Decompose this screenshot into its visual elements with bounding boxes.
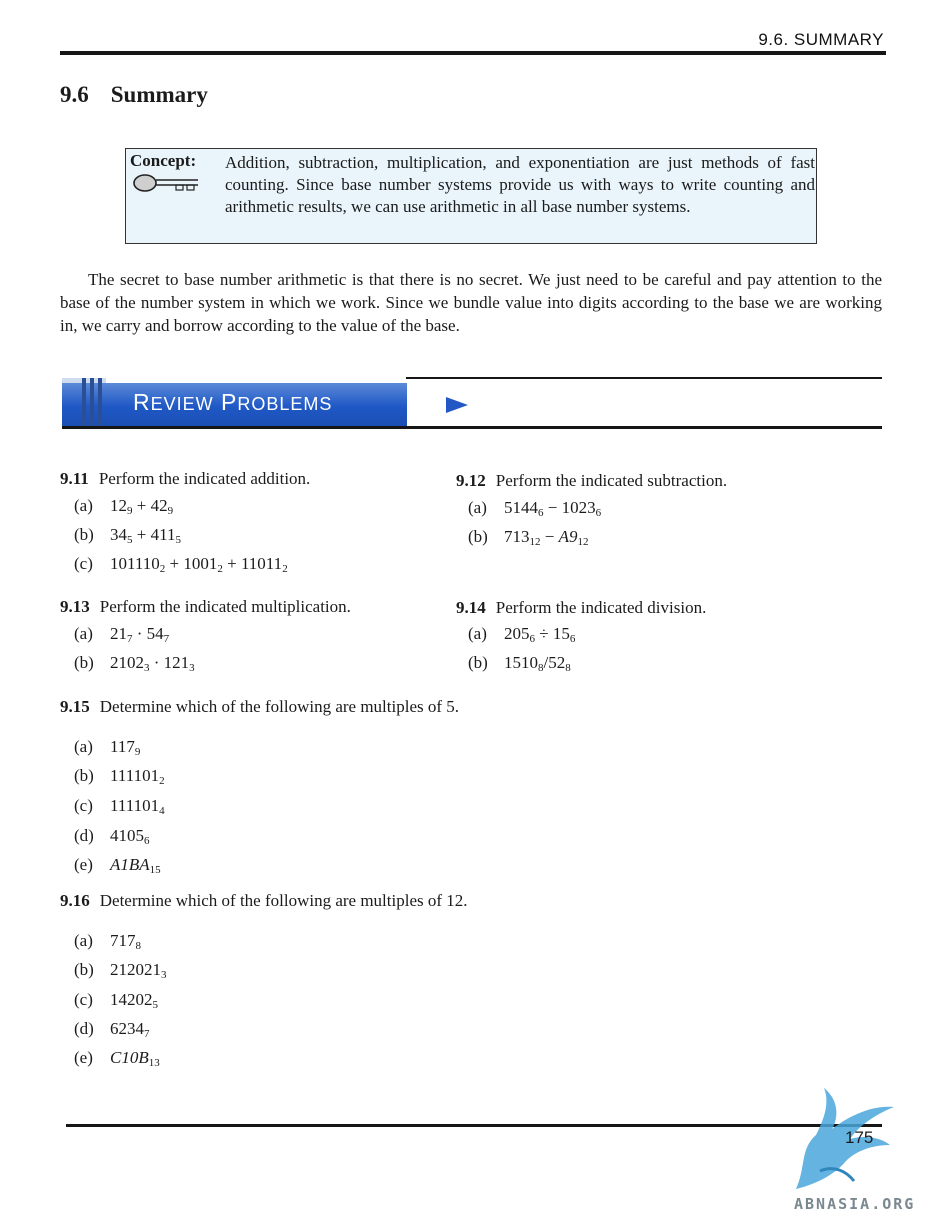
concept-text: Addition, subtraction, multiplication, and exponentiation are just methods of fast counting. Since base number systems provide us with ways to write counting and arithmetic results, we can use arithmetic in all base number systems. — [225, 153, 815, 216]
problem-9-12-part-b: (b) $713_{12} - A9_{12}$ — [468, 527, 589, 548]
problem-9-16-part-e: (e) $C10B_{13}$ — [74, 1048, 160, 1069]
problem-9-15-part-a: (a) $117_9$ — [74, 737, 141, 758]
problem-9-14: 9.14 Perform the indicated division. — [456, 598, 707, 617]
footer-rule — [66, 1124, 882, 1127]
problem-9-12: 9.12 Perform the indicated subtraction. — [456, 471, 728, 490]
page-number: 175 — [845, 1128, 874, 1147]
problem-9-14-part-a: (a) $205_6 \div 15_6$ — [468, 624, 576, 645]
body-paragraph — [60, 268, 882, 337]
problem-9-15-part-d: (d) $4105_6$ — [74, 826, 150, 847]
problem-9-14-part-b: (b) $1510_8/52_8$ — [468, 653, 571, 674]
watermark-text: ABNASIA.ORG — [794, 1195, 916, 1213]
section-title-text: Summary — [110, 82, 208, 107]
review-bottom-rule — [62, 426, 882, 429]
section-number: 9.6 — [60, 82, 89, 107]
problem-9-16-part-a: (a) $717_8$ — [74, 931, 141, 952]
header-rule — [60, 51, 886, 55]
running-header: 9.6. SUMMARY — [758, 30, 884, 49]
problem-9-11-part-c: (c) $101110_2 + 1001_2 + 11011_2$ — [74, 554, 288, 575]
problem-9-15: 9.15 Determine which of the following are multiples of 5. — [60, 697, 460, 716]
problem-9-13-part-a: (a) $21_7 \cdot 54_7$ — [74, 624, 170, 645]
body-paragraph-text: The secret to base number arithmetic is that there is no secret. We just need to be careful and pay attention to the base of the number system in which we work. Since we bundle value into digits according to the base we are working in, we carry and borrow according to the value of the base. — [60, 270, 882, 335]
problem-9-16-part-d: (d) $6234_7$ — [74, 1019, 150, 1040]
problem-9-13-part-b: (b) $2102_3 \cdot 121_3$ — [74, 653, 195, 674]
problem-9-15-part-e: (e) $A1BA_{15}$ — [74, 855, 161, 876]
review-top-rule — [406, 377, 882, 379]
review-banner-title: REVIEW PROBLEMS — [133, 389, 333, 415]
key-icon — [132, 173, 200, 193]
problem-9-16-part-c: (c) $14202_5$ — [74, 990, 158, 1011]
problem-9-11-part-b: (b) $34_5 + 411_5$ — [74, 525, 181, 546]
problem-9-12-part-a: (a) $5144_6 - 1023_6$ — [468, 498, 602, 519]
problem-9-13: 9.13 Perform the indicated multiplication. — [60, 597, 351, 616]
problem-9-16-part-b: (b) $212021_3$ — [74, 960, 167, 981]
review-stripe-3 — [98, 378, 102, 426]
concept-box — [125, 148, 817, 244]
concept-label: Concept: — [130, 151, 197, 170]
arrow-right-icon — [446, 397, 468, 413]
problem-9-15-part-b: (b) $111101_2$ — [74, 766, 165, 787]
review-stripe-2 — [90, 378, 94, 426]
section-title — [60, 82, 208, 108]
problem-9-11: 9.11 Perform the indicated addition. — [60, 469, 311, 488]
problem-9-11-part-a: (a) $12_9 + 42_9$ — [74, 496, 174, 517]
problem-9-16: 9.16 Determine which of the following are multiples of 12. — [60, 891, 468, 910]
problem-9-15-part-c: (c) $111101_4$ — [74, 796, 165, 817]
review-stripe-1 — [82, 378, 86, 426]
